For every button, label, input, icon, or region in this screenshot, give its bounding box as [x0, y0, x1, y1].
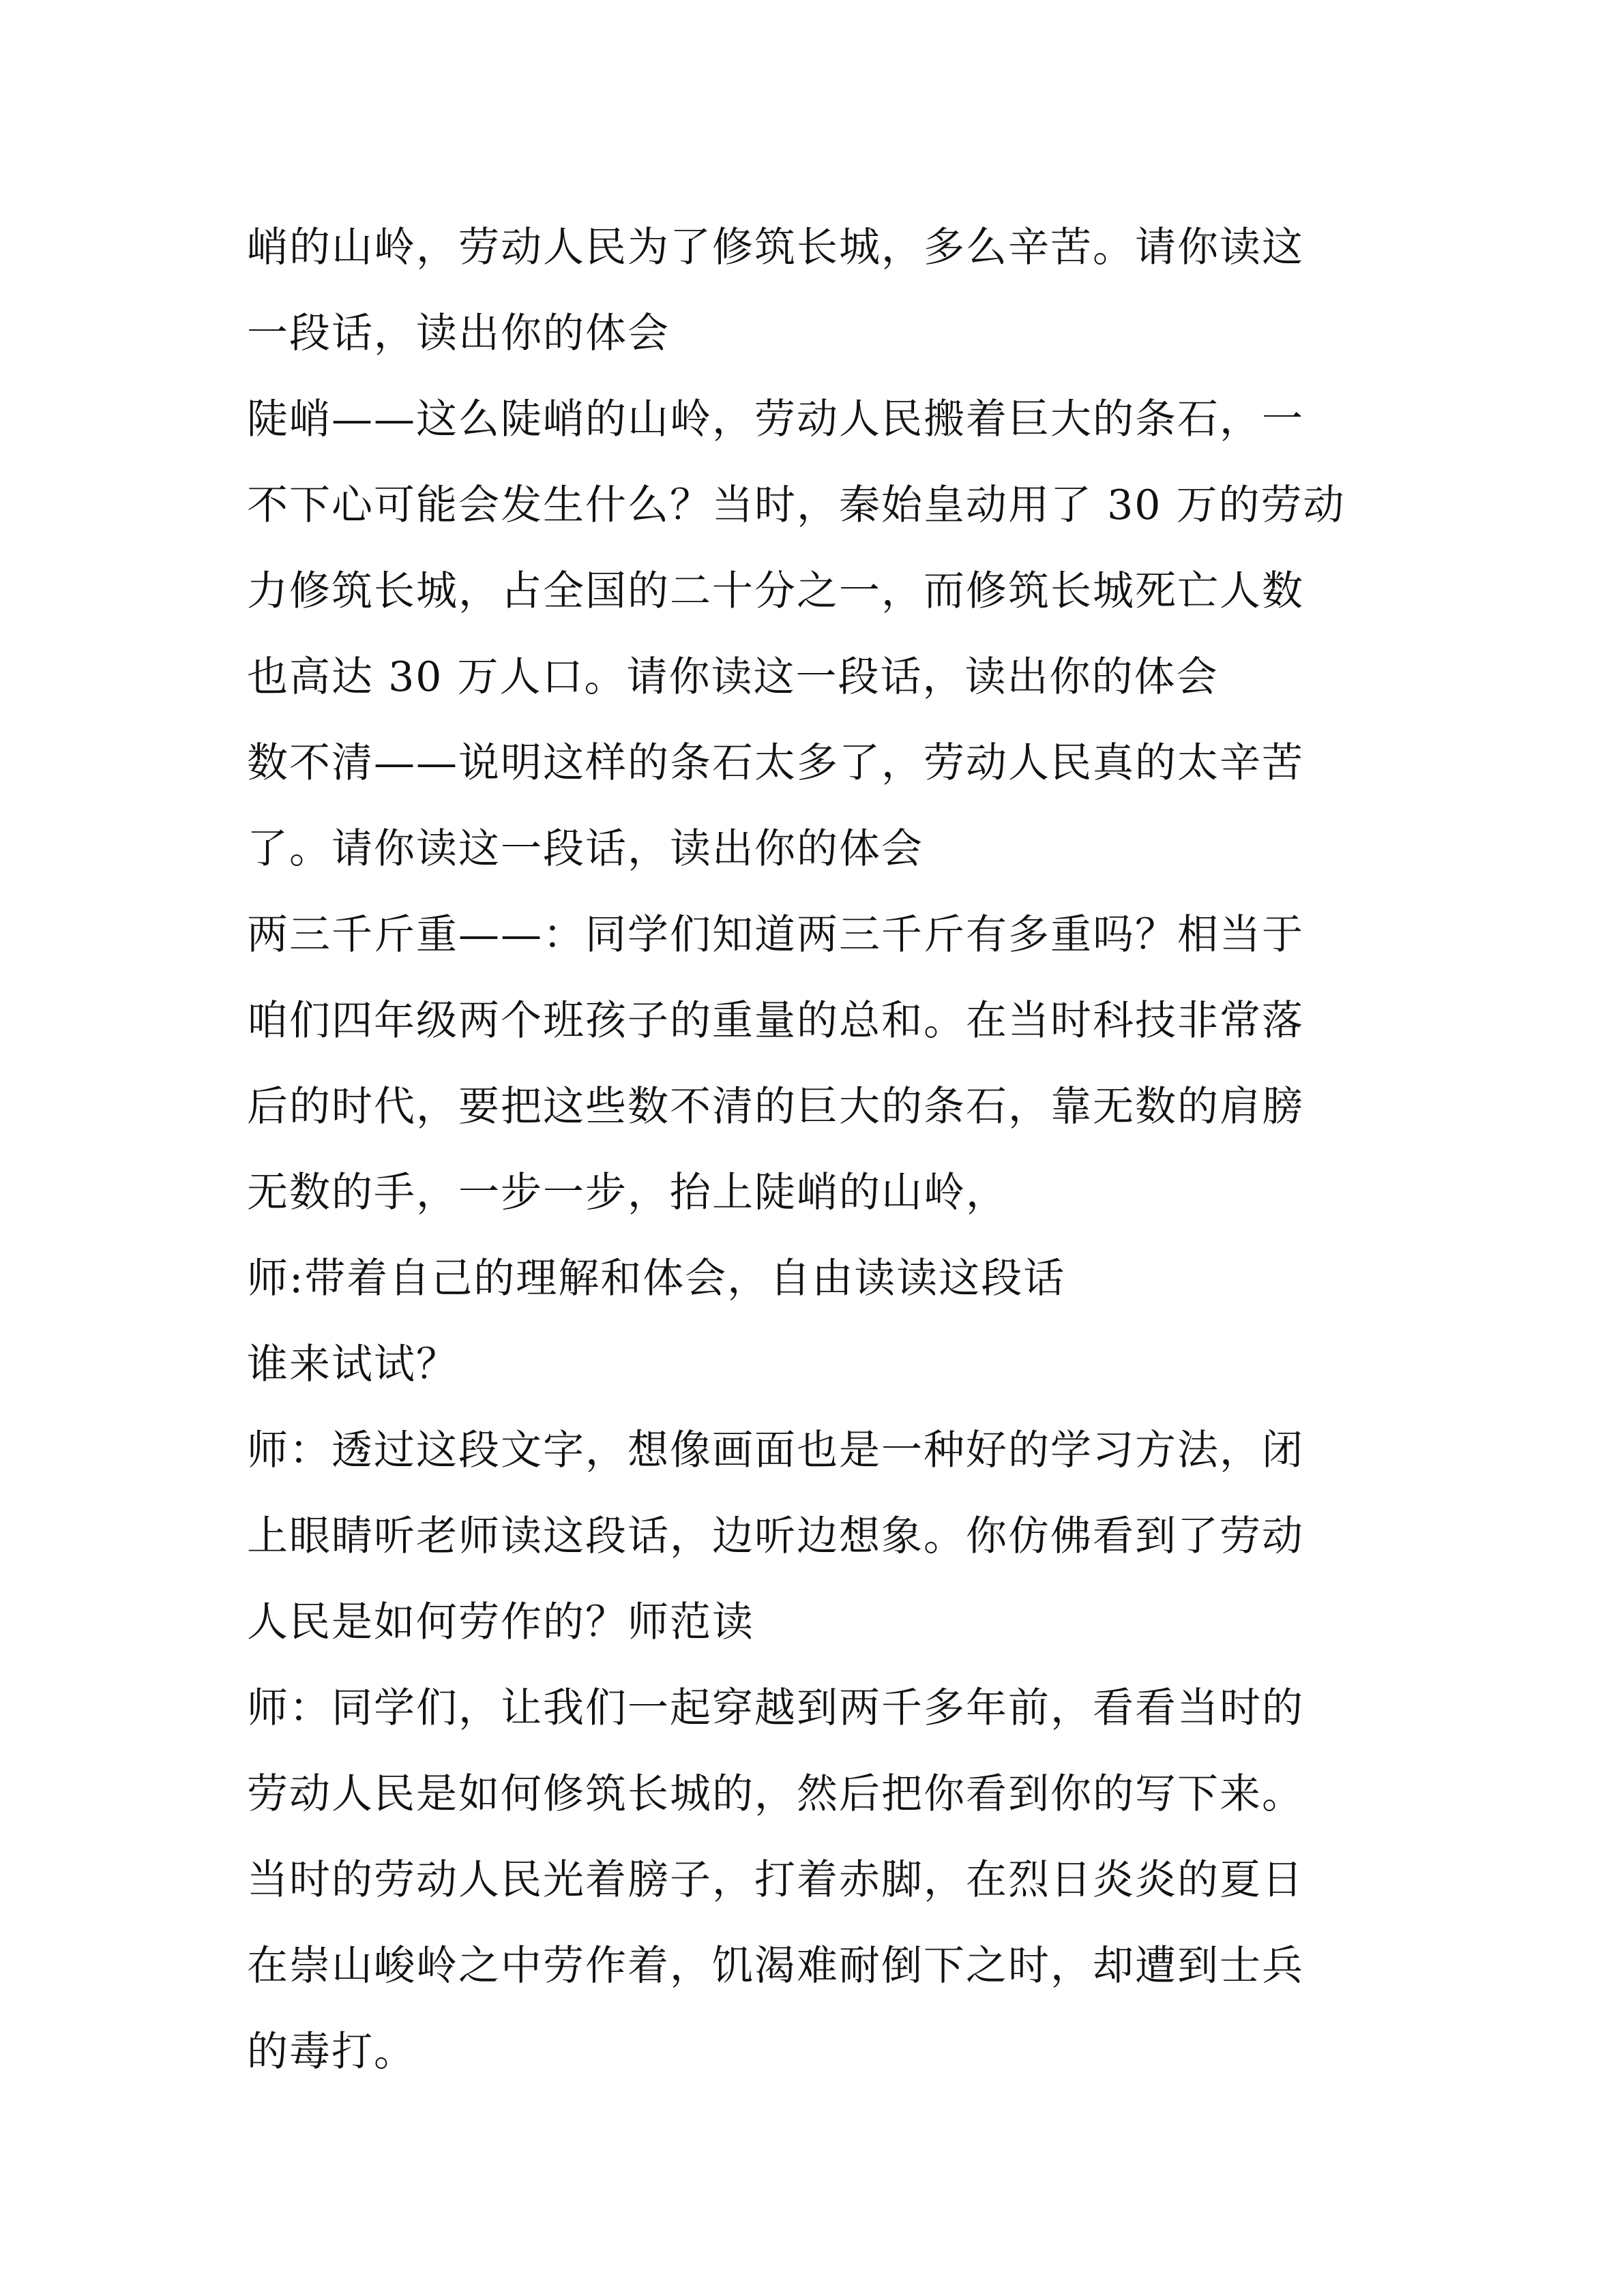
- text-line: 人民是如何劳作的？师范读: [247, 1598, 754, 1646]
- text-line: 不下心可能会发生什么？当时，秦始皇动用了 30 万的劳动: [247, 481, 1346, 529]
- body-text: [247, 205, 1379, 2095]
- text-line: 在崇山峻岭之中劳作着，饥渴难耐倒下之时，却遭到士兵: [247, 1942, 1304, 1990]
- text-line: 数不清——说明这样的条石太多了，劳动人民真的太辛苦: [247, 739, 1304, 787]
- text-line: 了。请你读这一段话，读出你的体会: [247, 825, 924, 873]
- text-line: 的毒打。: [247, 2028, 416, 2076]
- text-line: 师：透过这段文字，想像画面也是一种好的学习方法，闭: [247, 1427, 1304, 1474]
- text-line: 上眼睛听老师读这段话，边听边想象。你仿佛看到了劳动: [247, 1512, 1304, 1560]
- text-line: 谁来试试？: [247, 1341, 458, 1388]
- text-line: 师：同学们，让我们一起穿越到两千多年前，看看当时的: [247, 1684, 1304, 1732]
- text-line: 当时的劳动人民光着膀子，打着赤脚，在烈日炎炎的夏日: [247, 1856, 1304, 1904]
- text-line: 峭的山岭，劳动人民为了修筑长城，多么辛苦。请你读这: [247, 224, 1304, 271]
- text-line: 无数的手，一步一步，抬上陡峭的山岭，: [247, 1169, 1008, 1217]
- text-line: 师:带着自己的理解和体会，自由读读这段话: [247, 1255, 1066, 1302]
- text-line: 后的时代，要把这些数不清的巨大的条石，靠无数的肩膀: [247, 1083, 1304, 1131]
- text-line: 一段话，读出你的体会: [247, 310, 670, 357]
- text-line: 力修筑长城，占全国的二十分之一，而修筑长城死亡人数: [247, 567, 1304, 615]
- text-line: 也高达 30 万人口。请你读这一段话，读出你的体会: [247, 653, 1219, 701]
- text-line: 咱们四年级两个班孩子的重量的总和。在当时科技非常落: [247, 997, 1304, 1045]
- text-line: 两三千斤重——：同学们知道两三千斤有多重吗？相当于: [247, 911, 1304, 959]
- text-line: 陡峭——这么陡峭的山岭，劳动人民搬着巨大的条石，一: [247, 396, 1304, 443]
- text-line: 劳动人民是如何修筑长城的，然后把你看到你的写下来。: [247, 1770, 1304, 1818]
